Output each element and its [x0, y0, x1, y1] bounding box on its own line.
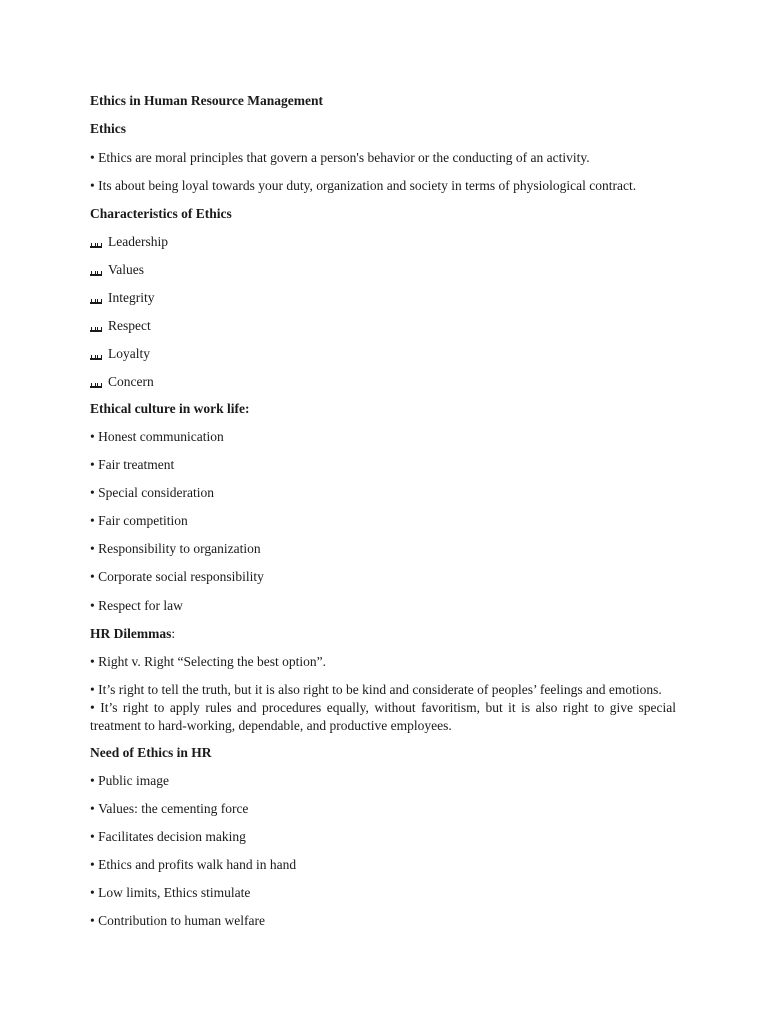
list-item-label: Loyalty	[108, 346, 150, 361]
list-item: • Corporate social responsibility	[90, 569, 264, 585]
list-item: • Special consideration	[90, 485, 214, 501]
list-item: • Low limits, Ethics stimulate	[90, 885, 250, 901]
list-item-label: Concern	[108, 374, 154, 389]
list-item: • It’s right to apply rules and procedures equally, without favoritism, but it is also right to give special treatment to hard-working, dependable, and productive employees.	[90, 699, 676, 735]
list-item: • Respect for law	[90, 598, 183, 614]
list-item: • Right v. Right “Selecting the best option”.	[90, 654, 326, 670]
list-item: • Responsibility to organization	[90, 541, 261, 557]
list-item-label: Values	[108, 262, 144, 277]
section-heading-ethics: Ethics	[90, 121, 127, 136]
list-item-label: Integrity	[108, 290, 155, 305]
list-item: • Fair competition	[90, 513, 188, 529]
list-item: • Facilitates decision making	[90, 829, 246, 845]
checkmark-bullet-icon	[90, 296, 102, 304]
checkmark-bullet-icon	[90, 352, 102, 360]
list-item: • Ethics and profits walk hand in hand	[90, 857, 296, 873]
list-item: • Fair treatment	[90, 457, 174, 473]
list-item	[90, 346, 150, 362]
section-heading-colon: :	[171, 626, 176, 641]
checkmark-bullet-icon	[90, 240, 102, 248]
list-item: • Its about being loyal towards your duty, organization and society in terms of physiological contract.	[90, 178, 636, 194]
list-item: • Honest communication	[90, 429, 224, 445]
list-item: • Public image	[90, 773, 169, 789]
list-item: • It’s right to tell the truth, but it is also right to be kind and considerate of peoples’ feelings and emotions.	[90, 682, 662, 698]
section-heading-label: HR Dilemmas	[90, 626, 172, 641]
checkmark-bullet-icon	[90, 324, 102, 332]
checkmark-bullet-icon	[90, 268, 102, 276]
section-heading-culture: Ethical culture in work life:	[90, 401, 250, 416]
list-item	[90, 318, 151, 334]
list-item: • Ethics are moral principles that govern a person's behavior or the conducting of an activity.	[90, 150, 590, 166]
list-item	[90, 290, 155, 306]
list-item-label: Respect	[108, 318, 151, 333]
list-item-label: Leadership	[108, 234, 168, 249]
list-item	[90, 262, 144, 278]
list-item: • Contribution to human welfare	[90, 913, 265, 929]
section-heading-characteristics: Characteristics of Ethics	[90, 206, 232, 221]
document-title: Ethics in Human Resource Management	[90, 93, 323, 108]
list-item: • Values: the cementing force	[90, 801, 248, 817]
list-item	[90, 374, 154, 390]
checkmark-bullet-icon	[90, 380, 102, 388]
list-item	[90, 234, 168, 250]
section-heading-dilemmas	[90, 626, 175, 642]
section-heading-need: Need of Ethics in HR	[90, 745, 212, 760]
